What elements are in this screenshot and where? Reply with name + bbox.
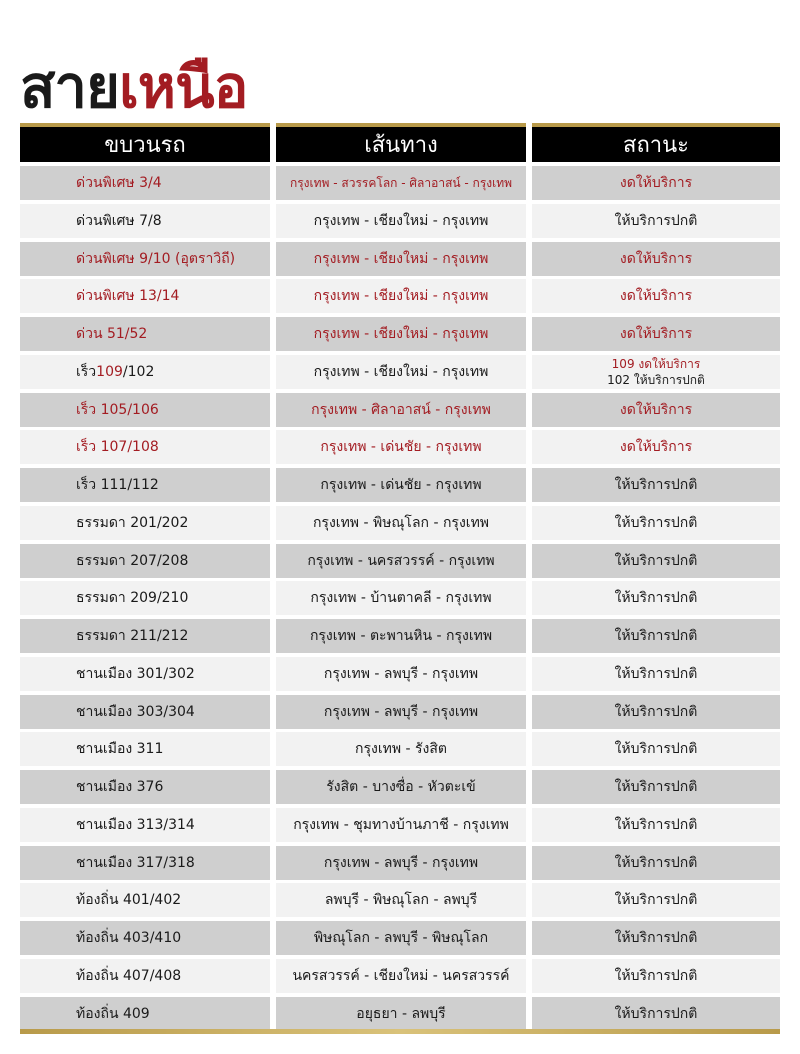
table-row [20,204,780,238]
status-cell: ให้บริการปกติ [532,695,780,729]
table-row [20,808,780,842]
table-row [20,581,780,615]
status-line-1: 109 งดให้บริการ [611,356,701,371]
table-row [20,695,780,729]
route-cell: กรุงเทพ - เด่นชัย - กรุงเทพ [276,430,526,464]
status-cell: ให้บริการปกติ [532,846,780,880]
train-cell: ท้องถิ่น 403/410 [20,921,270,955]
status-cell: ให้บริการปกติ [532,808,780,842]
train-cell: ท้องถิ่น 409 [20,997,270,1031]
train-cell: ด่วนพิเศษ 3/4 [20,166,270,200]
table-row [20,468,780,502]
status-cell: ให้บริการปกติ [532,468,780,502]
train-cell: เร็ว 107/108 [20,430,270,464]
status-cell: ให้บริการปกติ [532,732,780,766]
status-cell: งดให้บริการ [532,430,780,464]
train-cell: ธรรมดา 201/202 [20,506,270,540]
table-row [20,506,780,540]
route-cell: รังสิต - บางซื่อ - หัวตะเข้ [276,770,526,804]
status-cell: งดให้บริการ [532,317,780,351]
status-cell: ให้บริการปกติ [532,770,780,804]
table-body [20,166,780,1031]
train-cell: ชานเมือง 311 [20,732,270,766]
table-header [20,123,780,162]
route-cell: กรุงเทพ - บ้านตาคลี - กรุงเทพ [276,581,526,615]
status-cell: ให้บริการปกติ [532,544,780,578]
train-cell: ชานเมือง 317/318 [20,846,270,880]
page-title [20,52,248,122]
status-cell: ให้บริการปกติ [532,657,780,691]
train-cell: ด่วนพิเศษ 9/10 (อุตราวิถี) [20,242,270,276]
status-cell: ให้บริการปกติ [532,959,780,993]
status-cell: ให้บริการปกติ [532,581,780,615]
page-title-part1: สาย [20,53,119,121]
table-row [20,279,780,313]
page-title-part2: เหนือ [118,53,248,121]
train-cell: ชานเมือง 376 [20,770,270,804]
table-row [20,921,780,955]
train-cell: ธรรมดา 209/210 [20,581,270,615]
status-cell: ให้บริการปกติ [532,883,780,917]
table-row [20,997,780,1031]
status-cell: งดให้บริการ [532,242,780,276]
route-cell: กรุงเทพ - ศิลาอาสน์ - กรุงเทพ [276,393,526,427]
route-cell: กรุงเทพ - เชียงใหม่ - กรุงเทพ [276,242,526,276]
header-route: เส้นทาง [276,123,526,162]
bottom-divider [20,1029,780,1034]
status-cell: ให้บริการปกติ [532,921,780,955]
route-cell: กรุงเทพ - เชียงใหม่ - กรุงเทพ [276,204,526,238]
train-name-red: 109 [96,363,123,380]
status-cell: ให้บริการปกติ [532,506,780,540]
route-cell: กรุงเทพ - ชุมทางบ้านภาชี - กรุงเทพ [276,808,526,842]
train-cell: ท้องถิ่น 407/408 [20,959,270,993]
route-cell: กรุงเทพ - นครสวรรค์ - กรุงเทพ [276,544,526,578]
status-cell: งดให้บริการ [532,279,780,313]
route-cell: ลพบุรี - พิษณุโลก - ลพบุรี [276,883,526,917]
table-row [20,883,780,917]
status-cell: งดให้บริการ [532,166,780,200]
train-name-suffix: /102 [122,363,155,380]
table-row [20,619,780,653]
train-cell [20,355,270,389]
route-cell: กรุงเทพ - รังสิต [276,732,526,766]
table-row [20,770,780,804]
table-row [20,657,780,691]
table-row [20,317,780,351]
route-cell: กรุงเทพ - ลพบุรี - กรุงเทพ [276,695,526,729]
table-row [20,166,780,200]
table-row [20,393,780,427]
table-row [20,355,780,389]
header-status: สถานะ [532,123,780,162]
table-row [20,959,780,993]
route-cell: กรุงเทพ - พิษณุโลก - กรุงเทพ [276,506,526,540]
train-cell: ชานเมือง 313/314 [20,808,270,842]
status-line-2: 102 ให้บริการปกติ [607,372,705,387]
table-row [20,846,780,880]
train-cell: เร็ว 105/106 [20,393,270,427]
route-cell: กรุงเทพ - เชียงใหม่ - กรุงเทพ [276,355,526,389]
table-row [20,242,780,276]
route-cell: กรุงเทพ - ลพบุรี - กรุงเทพ [276,657,526,691]
train-cell: เร็ว 111/112 [20,468,270,502]
train-cell: ด่วนพิเศษ 13/14 [20,279,270,313]
route-cell: กรุงเทพ - เชียงใหม่ - กรุงเทพ [276,279,526,313]
route-cell: กรุงเทพ - เชียงใหม่ - กรุงเทพ [276,317,526,351]
route-cell: พิษณุโลก - ลพบุรี - พิษณุโลก [276,921,526,955]
train-cell: ธรรมดา 207/208 [20,544,270,578]
train-cell: ด่วนพิเศษ 7/8 [20,204,270,238]
train-cell: ธรรมดา 211/212 [20,619,270,653]
route-cell: นครสวรรค์ - เชียงใหม่ - นครสวรรค์ [276,959,526,993]
train-status-table [20,123,780,1034]
train-cell: ท้องถิ่น 401/402 [20,883,270,917]
status-cell: งดให้บริการ [532,393,780,427]
route-cell: กรุงเทพ - ลพบุรี - กรุงเทพ [276,846,526,880]
header-train: ขบวนรถ [20,123,270,162]
table-row [20,732,780,766]
route-cell: อยุธยา - ลพบุรี [276,997,526,1031]
train-cell: ชานเมือง 303/304 [20,695,270,729]
train-name-prefix: เร็ว [76,363,97,380]
table-row [20,430,780,464]
route-cell: กรุงเทพ - ตะพานหิน - กรุงเทพ [276,619,526,653]
status-cell: ให้บริการปกติ [532,204,780,238]
train-cell: ชานเมือง 301/302 [20,657,270,691]
route-cell: กรุงเทพ - สวรรคโลก - ศิลาอาสน์ - กรุงเทพ [276,166,526,200]
status-cell [532,355,780,389]
status-cell: ให้บริการปกติ [532,997,780,1031]
route-cell: กรุงเทพ - เด่นชัย - กรุงเทพ [276,468,526,502]
table-row [20,544,780,578]
train-cell: ด่วน 51/52 [20,317,270,351]
status-cell: ให้บริการปกติ [532,619,780,653]
